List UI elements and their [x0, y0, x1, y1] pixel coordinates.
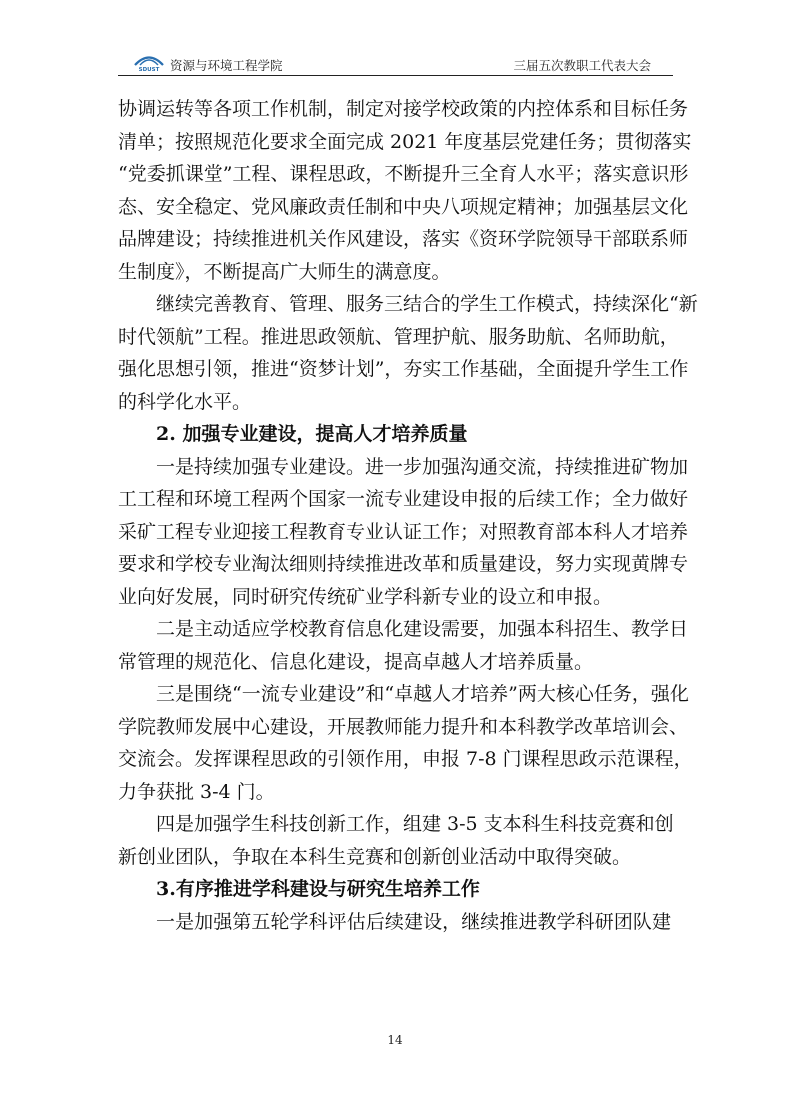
institute-logo: [132, 52, 166, 72]
section-heading: 2. 加强专业建设，提高人才培养质量: [156, 423, 468, 445]
document-body: [118, 93, 698, 938]
text-line: 一是持续加强专业建设。进一步加强沟通交流，持续推进矿物加: [156, 455, 689, 478]
section-heading: 3.有序推进学科建设与研究生培养工作: [156, 878, 480, 900]
text-line: 二是主动适应学校教育信息化建设需要，加强本科招生、教学日: [156, 618, 689, 640]
text-line: 学院教师发展中心建设，开展教师能力提升和本科教学改革培训会、: [118, 715, 689, 738]
text-line: 时代领航”工程。推进思政领航、管理护航、服务助航、名师助航，: [118, 325, 679, 348]
text-line: 常管理的规范化、信息化建设，提高卓越人才培养质量。: [118, 650, 594, 673]
conference-name: 三届五次教职工代表大会: [513, 58, 651, 73]
text-line: 要求和学校专业淘汰细则持续推进改革和质量建设，努力实现黄牌专: [118, 553, 689, 575]
text-line: 新创业团队，争取在本科生竞赛和创新创业活动中取得突破。: [118, 845, 632, 868]
text-line: 品牌建设；持续推进机关作风建设，落实《资环学院领导干部联系师: [118, 228, 689, 250]
page-number: 14: [387, 1033, 403, 1047]
logo-text: SDUST: [138, 67, 160, 72]
text-line: 交流会。发挥课程思政的引领作用，申报 7-8 门课程思政示范课程，: [118, 748, 693, 770]
text-line: 强化思想引领，推进“资梦计划”，夯实工作基础，全面提升学生工作: [118, 358, 689, 380]
header-rule: [118, 75, 673, 76]
text-line: 力争获批 3-4 门。: [118, 780, 275, 803]
text-line: 的科学化水平。: [118, 390, 252, 413]
text-line: 采矿工程专业迎接工程教育专业认证工作；对照教育部本科人才培养: [118, 520, 689, 543]
text-line: 工工程和环境工程两个国家一流专业建设申报的后续工作；全力做好: [118, 488, 689, 510]
page-header: [118, 46, 673, 76]
text-line: 清单；按照规范化要求全面完成 2021 年度基层党建任务；贯彻落实: [118, 130, 692, 153]
text-line: 生制度》，不断提高广大师生的满意度。: [118, 260, 451, 283]
text-line: 四是加强学生科技创新工作，组建 3-5 支本科生科技竞赛和创: [156, 813, 674, 835]
text-line: 协调运转等各项工作机制，制定对接学校政策的内控体系和目标任务: [118, 98, 689, 120]
text-line: 业向好发展，同时研究传统矿业学科新专业的设立和申报。: [118, 585, 613, 608]
text-line: 继续完善教育、管理、服务三结合的学生工作模式，持续深化“新: [156, 293, 698, 315]
text-line: 态、安全稳定、党风廉政责任制和中央八项规定精神；加强基层文化: [118, 195, 689, 218]
text-line: “党委抓课堂”工程、课程思政，不断提升三全育人水平；落实意识形: [118, 163, 689, 185]
text-line: 一是加强第五轮学科评估后续建设，继续推进教学科研团队建: [156, 910, 671, 933]
text-line: 三是围绕“一流专业建设”和“卓越人才培养”两大核心任务，强化: [156, 683, 689, 705]
institute-name: 资源与环境工程学院: [170, 58, 283, 73]
